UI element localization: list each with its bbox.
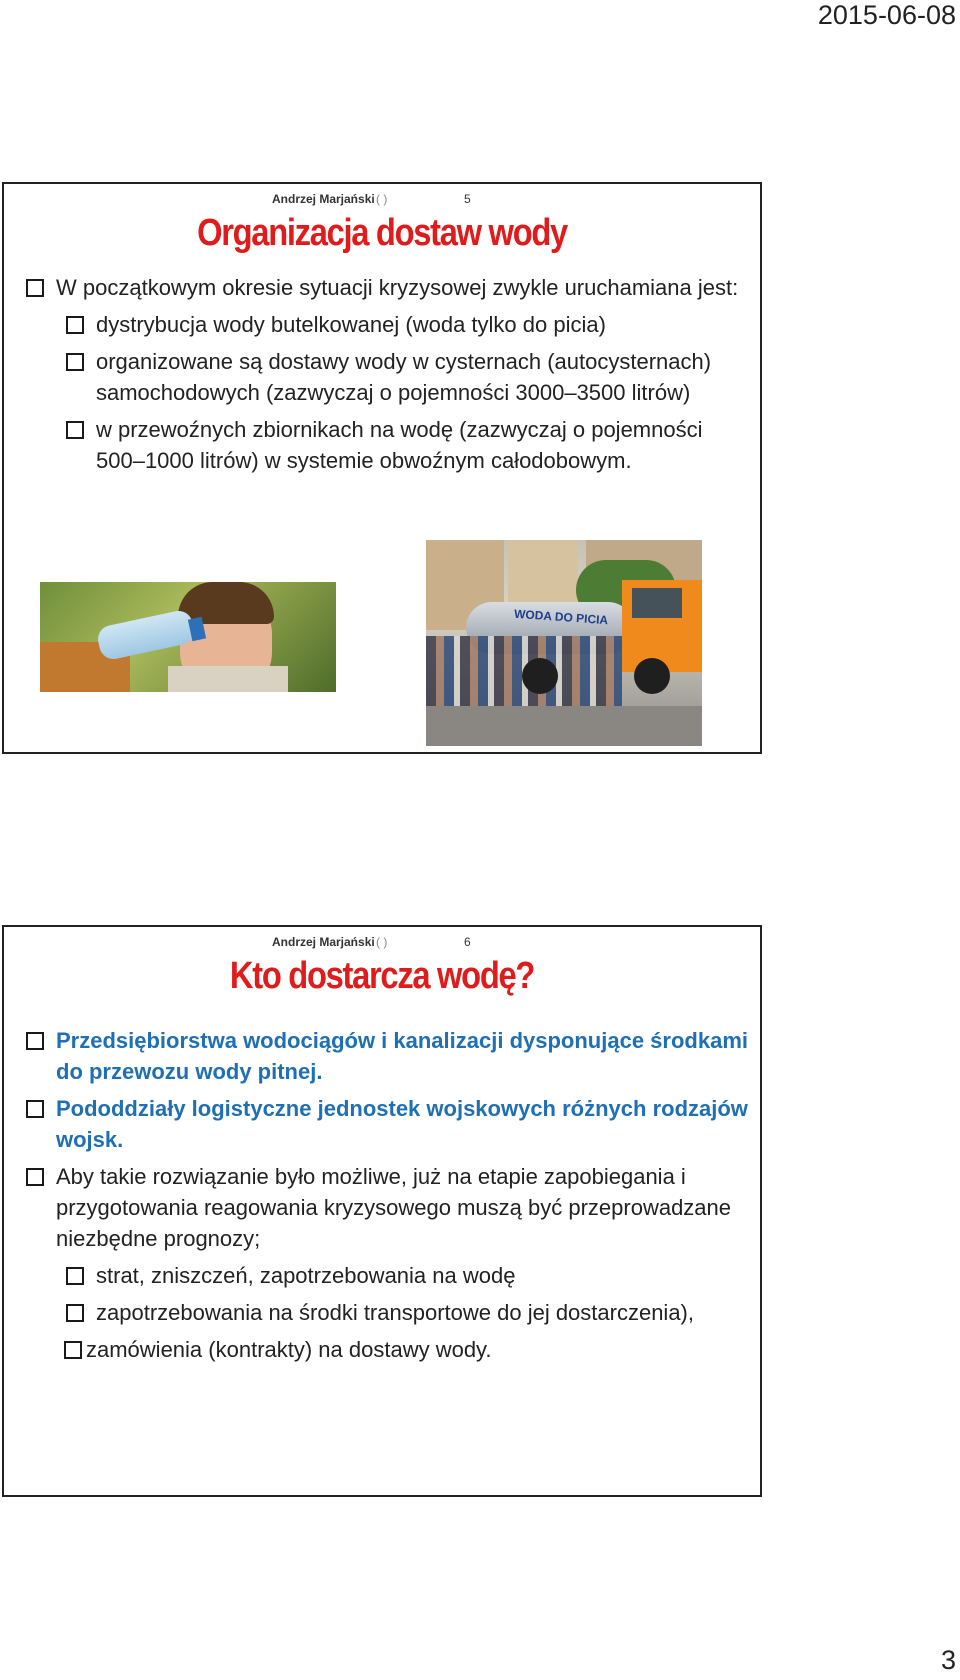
checkbox-bullet-icon <box>26 1168 44 1186</box>
author-name: Andrzej Marjański <box>272 192 375 206</box>
bullet-text: zapotrzebowania na środki transportowe do jej dostarczenia), <box>96 1300 694 1325</box>
checkbox-bullet-icon <box>66 1304 84 1322</box>
page-number: 3 <box>940 1645 956 1675</box>
header-parens: ( ) <box>376 192 388 206</box>
checkbox-bullet-icon <box>26 1032 44 1050</box>
checkbox-bullet-icon <box>64 1341 82 1359</box>
bullet-text: Aby takie rozwiązanie było możliwe, już na etapie zapobiegania i przygotowania reagowania kryzysowego muszą być przeprowadzane niezbędne prognozy; <box>56 1164 732 1251</box>
author-name: Andrzej Marjański <box>272 935 375 949</box>
bullet-list <box>26 272 750 476</box>
checkbox-bullet-icon <box>66 316 84 334</box>
photo-boy-drinking-water <box>40 582 336 692</box>
checkbox-bullet-icon <box>66 421 84 439</box>
photo-water-tanker-truck <box>426 540 702 746</box>
bullet-item <box>26 1093 750 1155</box>
checkbox-bullet-icon <box>26 279 44 297</box>
bullet-subitem <box>66 1297 750 1328</box>
slide-6 <box>2 925 762 1497</box>
page-date: 2015-06-08 <box>817 0 956 30</box>
bullet-subitem <box>66 309 750 340</box>
bullet-text: zamówienia (kontrakty) na dostawy wody. <box>86 1337 492 1362</box>
bullet-text: W początkowym okresie sytuacji kryzysowej zwykle uruchamiana jest: <box>56 275 739 300</box>
bullet-item <box>26 1025 750 1087</box>
slide-title: Kto dostarcza wodę? <box>229 955 535 997</box>
bullet-subitem <box>66 346 750 408</box>
header-parens: ( ) <box>376 935 388 949</box>
checkbox-bullet-icon <box>66 353 84 371</box>
bullet-text: dystrybucja wody butelkowanej (woda tylko do picia) <box>96 312 606 337</box>
bullet-text: strat, zniszczeń, zapotrzebowania na wodę <box>96 1263 516 1288</box>
bullet-subitem <box>66 1260 750 1291</box>
bullet-text: w przewoźnych zbiornikach na wodę (zazwyczaj o pojemności 500–1000 litrów) w systemie obwoźnym całodobowym. <box>96 417 703 473</box>
bullet-text: Przedsiębiorstwa wodociągów i kanalizacji dysponujące środkami do przewozu wody pitnej. <box>56 1028 748 1084</box>
slide-title: Organizacja dostaw wody <box>197 212 567 254</box>
slide-5 <box>2 182 762 754</box>
bullet-text: organizowane są dostawy wody w cysternach (autocysternach) samochodowych (zazwyczaj o pojemności 3000–3500 litrów) <box>96 349 712 405</box>
bullet-subitem <box>66 414 750 476</box>
checkbox-bullet-icon <box>26 1100 44 1118</box>
slide-number: 5 <box>464 192 471 206</box>
bullet-item <box>26 1161 750 1254</box>
bullet-item <box>26 272 750 303</box>
slide-number: 6 <box>464 935 471 949</box>
bullet-subitem <box>64 1334 750 1365</box>
bullet-text: Pododdziały logistyczne jednostek wojskowych różnych rodzajów wojsk. <box>56 1096 748 1152</box>
checkbox-bullet-icon <box>66 1267 84 1285</box>
bullet-list <box>26 1025 750 1365</box>
tanker-label: WODA DO PICIA <box>513 606 609 628</box>
